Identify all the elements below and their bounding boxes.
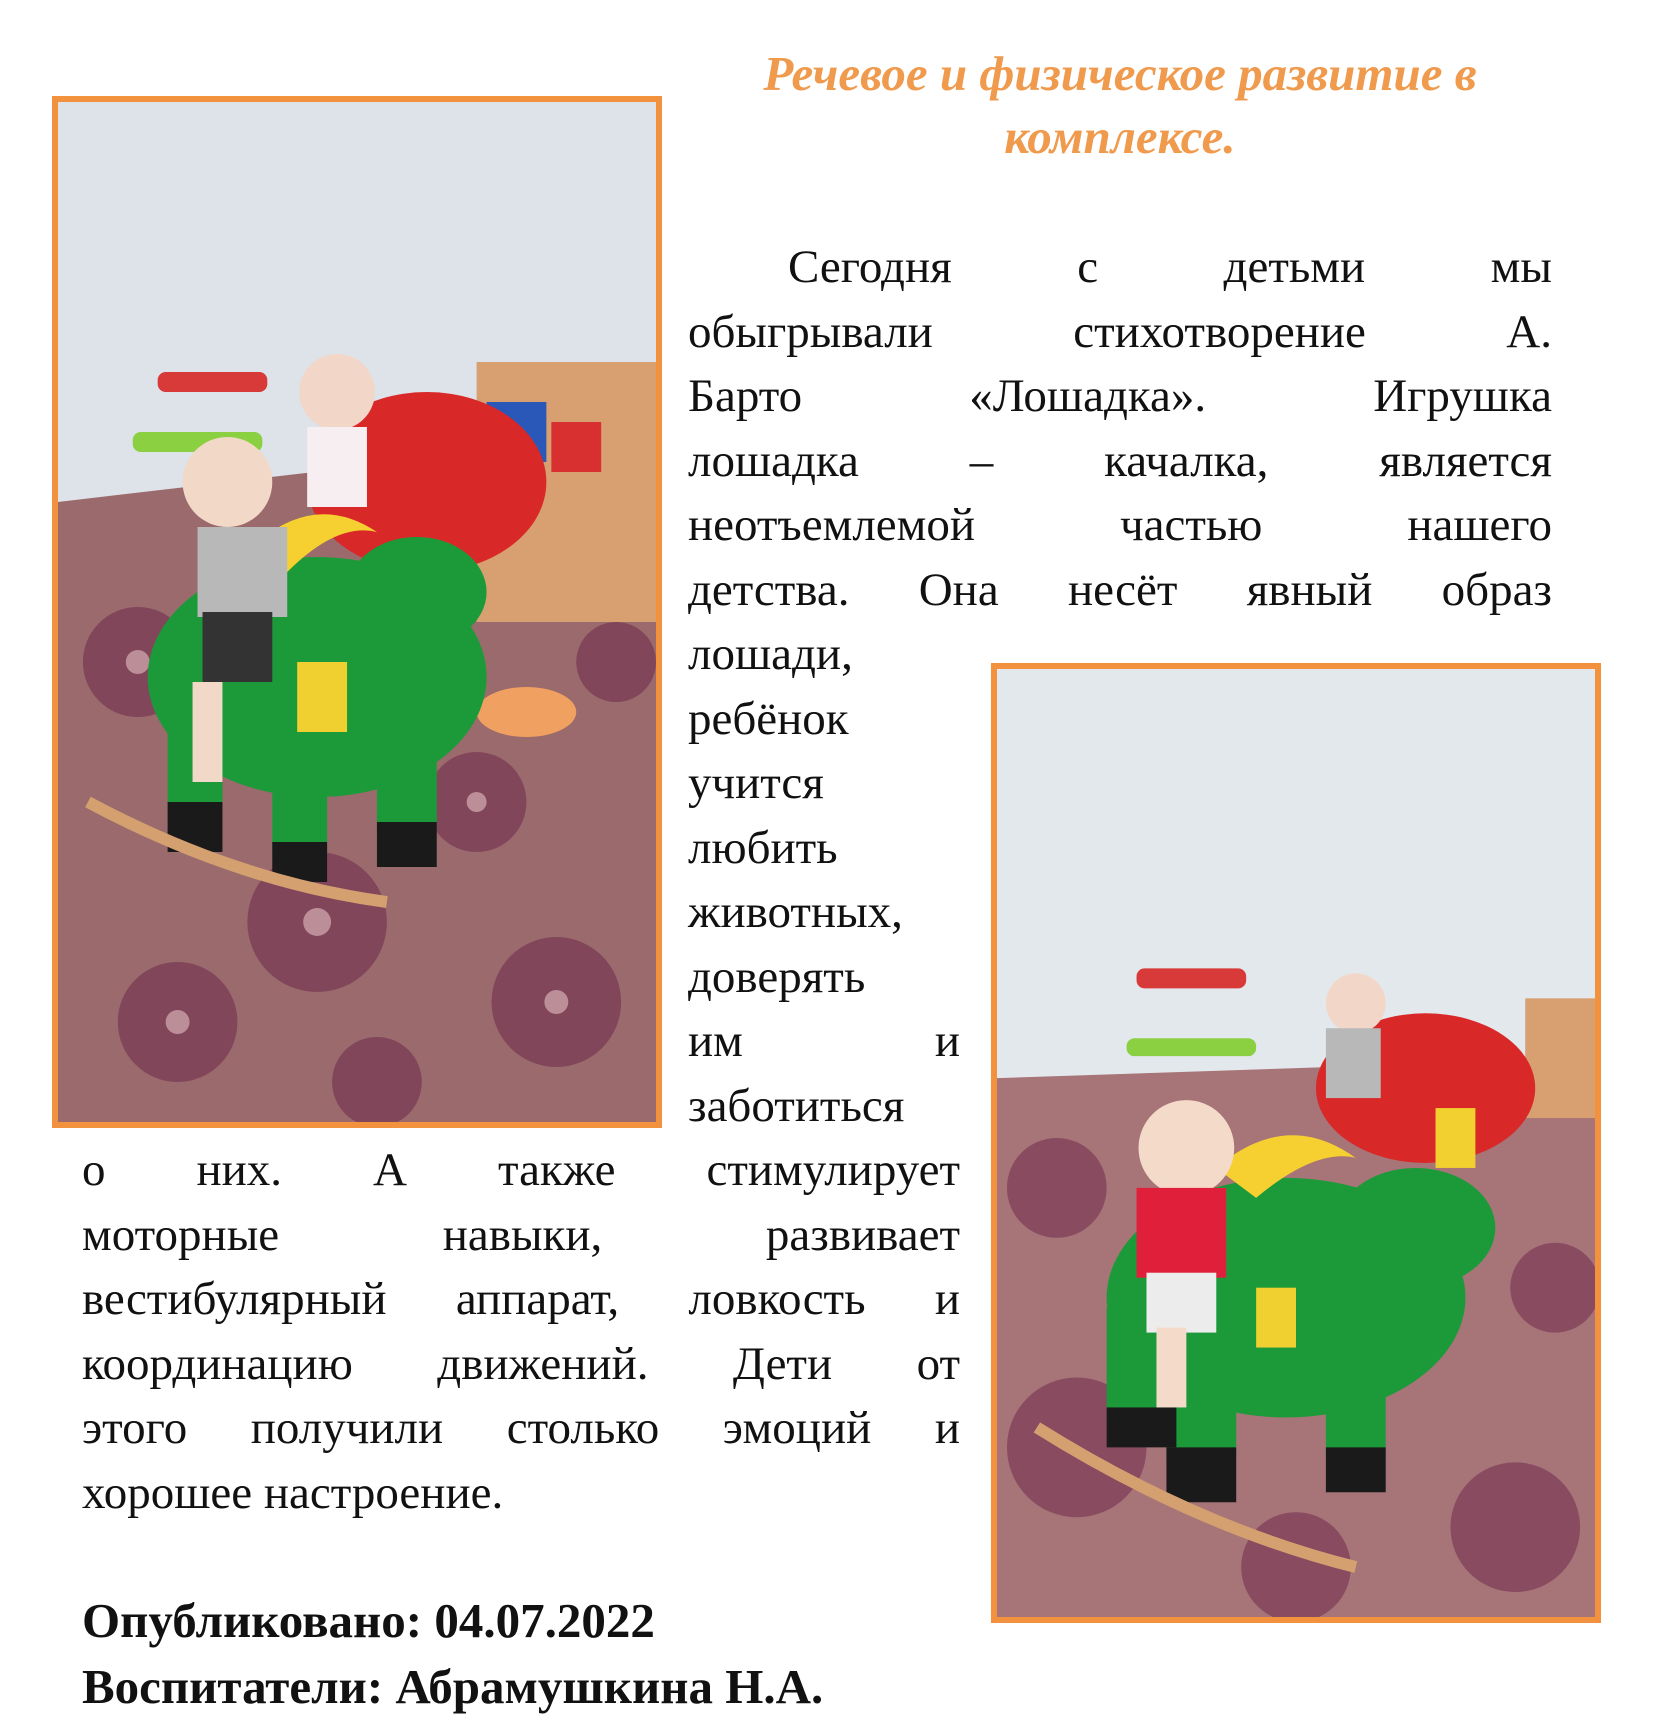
page-title: Речевое и физическое развитие в комплексе.	[763, 46, 1477, 164]
text-line: хорошее настроение.	[82, 1466, 504, 1519]
text-line: вестибулярный аппарат, ловкость и	[82, 1273, 960, 1325]
text-line: обыгрывали стихотворение А.	[688, 305, 1552, 358]
text-line: доверять	[688, 950, 866, 1003]
text-line: о них. А также стимулирует	[82, 1144, 960, 1196]
text-line: ребёнок	[688, 692, 849, 745]
article-paragraph-narrow	[688, 622, 960, 1138]
photo-children-rocking-horses-2	[991, 663, 1601, 1623]
article-paragraph-top	[688, 235, 1552, 622]
text-line: этого получили столько эмоций и	[82, 1402, 960, 1454]
text-line: лошадка – качалка, является	[688, 434, 1552, 487]
text-line: лошади,	[688, 628, 853, 680]
published-date: Опубликовано: 04.07.2022	[82, 1593, 655, 1648]
photo-illustration-2	[997, 669, 1595, 1617]
text-line: детства. Она несёт явный образ	[688, 563, 1552, 616]
text-line: учится	[688, 757, 824, 809]
text-line: им и	[688, 1015, 960, 1067]
text-line: координацию движений. Дети от	[82, 1337, 960, 1390]
article-paragraph-bottom	[82, 1138, 960, 1525]
text-line: моторные навыки, развивает	[82, 1208, 960, 1261]
text-line: заботиться	[688, 1079, 905, 1132]
educators-credit: Воспитатели: Абрамушкина Н.А.	[82, 1659, 824, 1714]
text-line: любить	[688, 821, 838, 874]
photo-illustration-1	[58, 102, 656, 1122]
text-line: неотъемлемой частью нашего	[688, 499, 1552, 551]
text-line: животных,	[688, 886, 903, 938]
text-line: Барто «Лошадка». Игрушка	[688, 370, 1552, 422]
photo-children-rocking-horses-1	[52, 96, 662, 1128]
text-line: Сегодня с детьми мы	[788, 241, 1552, 293]
